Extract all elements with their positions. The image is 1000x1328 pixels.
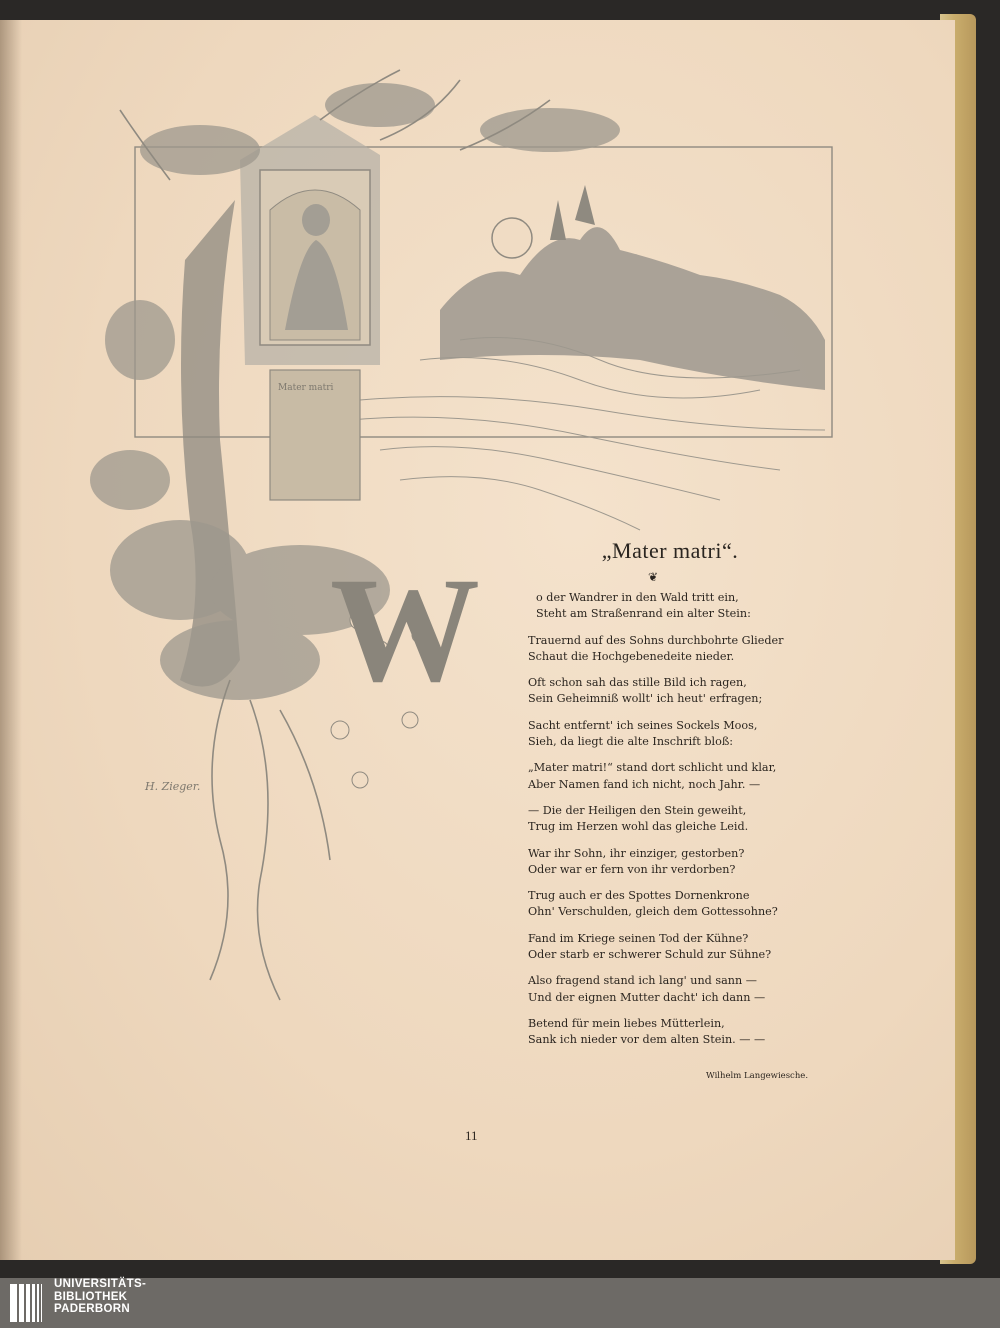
library-name-line: UNIVERSITÄTS- xyxy=(54,1278,147,1290)
svg-text:Mater matri: Mater matri xyxy=(278,383,334,393)
stanza xyxy=(528,803,828,835)
stanza xyxy=(528,718,828,750)
stanza xyxy=(528,973,828,1005)
poem-line: Also fragend stand ich lang' und sann — xyxy=(528,974,757,988)
moon xyxy=(492,218,532,258)
poem-line: Steht am Straßenrand ein alter Stein: xyxy=(536,607,751,621)
poem-line: Fand im Kriege seinen Tod der Kühne? xyxy=(528,931,749,945)
poem-line: Aber Namen fand ich nicht, noch Jahr. — xyxy=(528,777,761,791)
poem-line: Trug im Herzen wohl das gleiche Leid. xyxy=(528,820,749,834)
poem-line: Sieh, da liegt die alte Inschrift bloß: xyxy=(528,734,734,748)
stanza xyxy=(528,633,828,665)
poem-line: Oder war er fern von ihr verdorben? xyxy=(528,862,736,876)
library-name-line: BIBLIOTHEK xyxy=(54,1290,128,1303)
ornament: ❦ xyxy=(648,570,659,584)
poem-line: Ohn' Verschulden, gleich dem Gottessohne? xyxy=(528,905,778,919)
poem-title: „Mater matri“. xyxy=(601,538,739,563)
poem-line: Oder starb er schwerer Schuld zur Sühne? xyxy=(528,947,772,961)
poem-line: Trug auch er des Spottes Dornenkrone xyxy=(528,889,750,903)
initial-letter: W xyxy=(330,547,480,713)
poem-line: Sein Geheimniß wollt' ich heut' erfragen; xyxy=(528,692,763,706)
poem-line: — Die der Heiligen den Stein geweiht, xyxy=(528,803,747,817)
poem-line: Schaut die Hochgebenedeite nieder. xyxy=(528,649,735,663)
artist-signature: H. Zieger. xyxy=(145,780,201,793)
library-logo-icon xyxy=(8,1280,48,1326)
poem-line: „Mater matri!“ stand dort schlicht und klar, xyxy=(528,761,777,775)
poem-line: Trauernd auf des Sohns durchbohrte Glieder xyxy=(528,633,784,647)
wayside-shrine xyxy=(240,115,380,500)
library-footer xyxy=(0,1278,1000,1328)
stanza xyxy=(528,760,828,792)
poem-line: Und der eignen Mutter dacht' ich dann — xyxy=(528,990,766,1004)
stanza xyxy=(528,846,828,878)
stanza xyxy=(528,590,828,622)
stanza xyxy=(528,888,828,920)
library-name-line: PADERBORN xyxy=(54,1303,130,1315)
page-gutter-shadow xyxy=(0,20,22,1260)
poem-body xyxy=(528,590,828,1059)
page-number: 11 xyxy=(465,1128,478,1143)
stanza xyxy=(528,931,828,963)
poem-line: Sacht entfernt' ich seines Sockels Moos, xyxy=(528,718,758,732)
stanza xyxy=(528,1016,828,1048)
poem-author: Wilhelm Langewiesche. xyxy=(706,1071,809,1081)
stanza xyxy=(528,675,828,707)
library-name xyxy=(54,1278,146,1316)
poem-line: War ihr Sohn, ihr einziger, gestorben? xyxy=(528,846,745,860)
poem-line: Sank ich nieder vor dem alten Stein. — — xyxy=(528,1033,766,1047)
poem-line: o der Wandrer in den Wald tritt ein, xyxy=(536,591,739,604)
poem-line: Betend für mein liebes Mütterlein, xyxy=(528,1016,725,1030)
poem-line: Oft schon sah das stille Bild ich ragen, xyxy=(528,676,747,690)
